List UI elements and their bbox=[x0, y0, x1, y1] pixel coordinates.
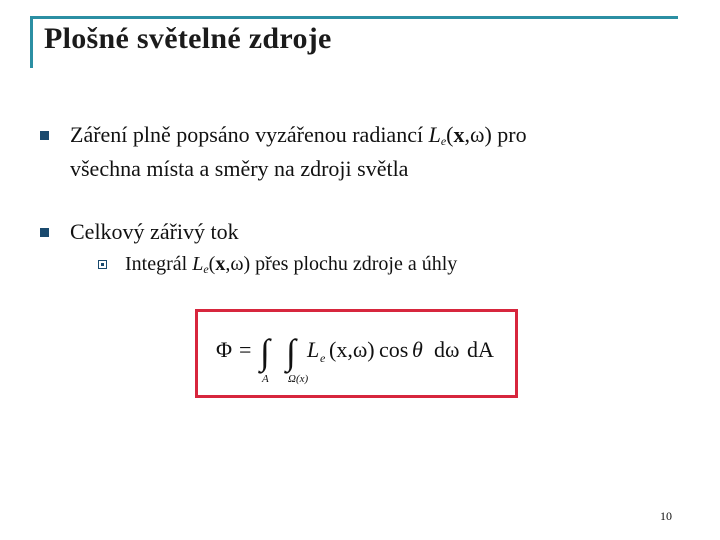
title-frame-top bbox=[30, 16, 678, 19]
integral-sign: ∫ bbox=[260, 332, 270, 372]
sub-bullet-marker bbox=[98, 260, 107, 269]
integral-lower-omega: Ω(x) bbox=[288, 373, 309, 385]
d-a: dA bbox=[467, 337, 494, 362]
bullet-2-text: Celkový zářivý tok bbox=[70, 219, 239, 244]
bullet-1-line2: všechna místa a směry na zdroji světla bbox=[70, 156, 409, 181]
cos-operator: cos bbox=[379, 337, 409, 362]
sub-bullet-post: přes plochu zdroje a úhly bbox=[250, 253, 458, 275]
slide-title: Plošné světelné zdroje bbox=[44, 22, 332, 55]
integral-lower-a: A bbox=[262, 373, 269, 385]
theta-symbol: θ bbox=[412, 337, 423, 362]
bullet-1-line1-pre: Záření plně popsáno vyzářenou radiancí bbox=[70, 122, 429, 147]
bullet-marker bbox=[40, 131, 49, 140]
position-vector: x bbox=[215, 253, 226, 275]
radiance-symbol: L bbox=[428, 122, 441, 147]
integral-sign: ∫ bbox=[286, 332, 296, 372]
phi-symbol: Φ bbox=[216, 337, 233, 362]
radiance-symbol: L bbox=[192, 253, 204, 275]
flux-formula bbox=[212, 320, 512, 390]
args-open: ( bbox=[446, 122, 454, 147]
d-omega: dω bbox=[434, 337, 460, 362]
args-rest: ,ω) bbox=[464, 122, 492, 147]
bullet-1-text bbox=[70, 121, 670, 182]
radiance-subscript: e bbox=[320, 351, 326, 365]
equals-sign: = bbox=[239, 337, 252, 362]
radiance-args: (x,ω) bbox=[329, 337, 375, 362]
radiance-subscript: e bbox=[203, 262, 209, 276]
bullet-1-line1-post: pro bbox=[491, 122, 527, 147]
sub-bullet-text bbox=[125, 252, 457, 281]
radiance-subscript: e bbox=[440, 134, 447, 148]
page-number: 10 bbox=[660, 509, 672, 523]
position-vector: x bbox=[453, 122, 465, 147]
args-open: ( bbox=[208, 253, 216, 275]
radiance-symbol: L bbox=[307, 337, 320, 362]
bullet-marker bbox=[40, 228, 49, 237]
sub-bullet-pre: Integrál bbox=[125, 253, 193, 275]
args-rest: ,ω) bbox=[225, 253, 251, 275]
title-frame-left bbox=[30, 16, 33, 68]
